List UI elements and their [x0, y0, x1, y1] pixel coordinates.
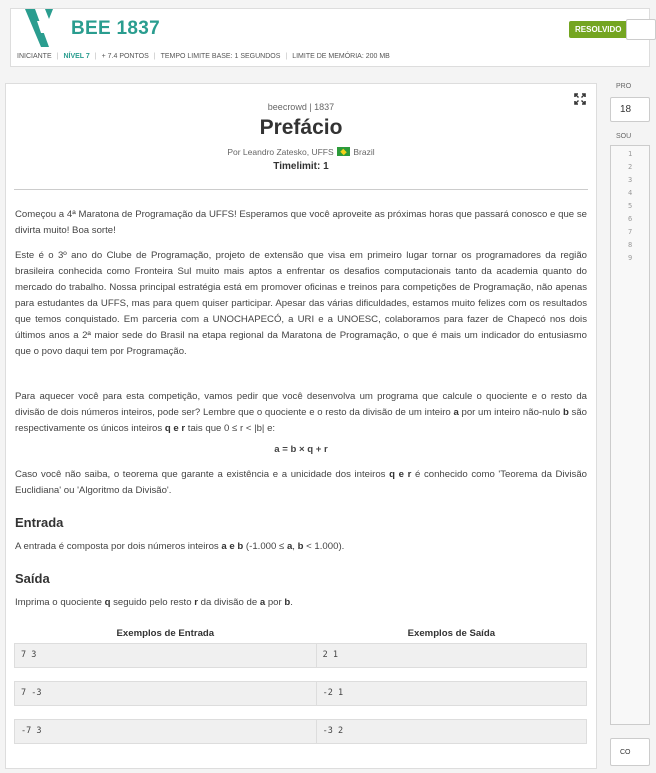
description-paragraph-1: Começou a 4ª Maratona de Programação da UFFS! Esperamos que você aproveite as próximas horas que passará conosco e que se divirta muito! Boa sorte!	[15, 209, 587, 236]
side-label-source: SOU	[616, 133, 632, 140]
divider	[14, 189, 588, 190]
table-row	[15, 643, 587, 667]
line-number: 9	[628, 254, 633, 262]
problem-timelimit: Timelimit: 1	[273, 161, 329, 172]
table-row	[15, 681, 587, 705]
example-output: -2 1	[316, 681, 586, 705]
division-formula: a = b × q + r	[274, 444, 328, 455]
problem-author	[6, 147, 596, 157]
author-country: Brazil	[353, 147, 375, 157]
submission-side-panel	[610, 83, 640, 773]
output-heading: Saída	[15, 571, 50, 586]
example-input: -7 3	[15, 719, 317, 743]
level: NÍVEL 7	[63, 53, 90, 60]
problem-code: BEE 1837	[71, 18, 161, 39]
problem-source: beecrowd | 1837	[267, 102, 335, 112]
examples-table	[14, 625, 587, 744]
title-bar	[10, 8, 650, 48]
points: + 7.4 PONTOS	[101, 53, 149, 60]
problem-header	[0, 0, 631, 70]
description-paragraph-2: Este é o 3º ano do Clube de Programação, projeto de extensão que visa em primeiro lugar tornar os programadores da região brasileira conhecida como Fronteira Sul muito mais aptos a enfrentar os desafios computacionais tanto da academia quanto do mercado do trabalho. Nossa principal estratégia está em promover oficinas e treinos para competições de Programação, não apenas para estudantes da UFFS, mas para quem quiser participar. Apesar das várias dificuldades, estamos muito felizes com os resultados que temos conquistado. Em parceria com a UNOCHAPECÓ, a URI e a UNOESC, colaboramos para fazer de Chapecó nos dois últimos anos a 2ª maior sede do Brasil na etapa regional da Maratona de Programação, o que é mais um indicador do entusiasmo que o povo daqui tem por Programação.	[15, 250, 587, 357]
example-input: 7 -3	[15, 681, 317, 705]
line-number: 7	[628, 228, 633, 236]
resolved-badge: RESOLVIDO	[569, 21, 628, 38]
example-output: 2 1	[316, 643, 586, 667]
line-number: 5	[628, 202, 633, 210]
memory-limit: LIMITE DE MEMÓRIA: 200 MB	[292, 53, 390, 60]
example-output: -3 2	[316, 719, 586, 743]
author-name: Por Leandro Zatesko, UFFS	[227, 147, 334, 157]
problem-card	[5, 83, 597, 769]
input-heading: Entrada	[15, 515, 64, 530]
output-description: Imprima o quociente q seguido pelo resto r da divisão de a por b.	[15, 597, 293, 608]
line-number: 8	[628, 241, 633, 249]
description-paragraph-3: Para aquecer você para esta competição, vamos pedir que você desenvolva um programa que calcule o quociente e o resto da divisão de dois números inteiros, pode ser? Lembre que o quociente e o resto da divisão de um inteiro a por um inteiro não-nulo b são respectivamente os únicos inteiros q e r tais que 0 ≤ r < |b| e:	[15, 391, 587, 434]
input-description: A entrada é composta por dois números inteiros a e b (-1.000 ≤ a, b < 1.000).	[15, 541, 345, 552]
line-number: 3	[628, 176, 633, 184]
example-input: 7 3	[15, 643, 317, 667]
description-paragraph-4: Caso você não saiba, o teorema que garante a existência e a unicidade dos inteiros q e r é conhecido como 'Teorema da Divisão Euclidiana' ou 'Algoritmo da Divisão'.	[15, 469, 587, 496]
line-number: 6	[628, 215, 633, 223]
problem-number-input[interactable]: 18	[610, 97, 650, 122]
problem-meta-bar: INICIANTE | NÍVEL 7 | + 7.4 PONTOS | TEMPO LIMITE BASE: 1 SEGUNDOS | LIMITE DE MEMÓRIA: 200 MB	[10, 47, 650, 67]
brazil-flag-icon	[337, 147, 350, 156]
line-number: 4	[628, 189, 633, 197]
line-number: 1	[628, 150, 633, 158]
examples-output-header: Exemplos de Saída	[316, 625, 586, 643]
source-code-editor[interactable]	[610, 145, 650, 725]
level-group: INICIANTE	[17, 53, 52, 60]
problem-title: Prefácio	[259, 116, 343, 139]
time-limit: TEMPO LIMITE BASE: 1 SEGUNDOS	[160, 53, 281, 60]
table-row	[15, 719, 587, 743]
line-number: 2	[628, 163, 633, 171]
submit-button[interactable]: CO	[610, 738, 650, 766]
header-extra-button[interactable]	[626, 19, 656, 40]
examples-input-header: Exemplos de Entrada	[15, 625, 317, 643]
side-label-problem: PRO	[616, 83, 632, 90]
